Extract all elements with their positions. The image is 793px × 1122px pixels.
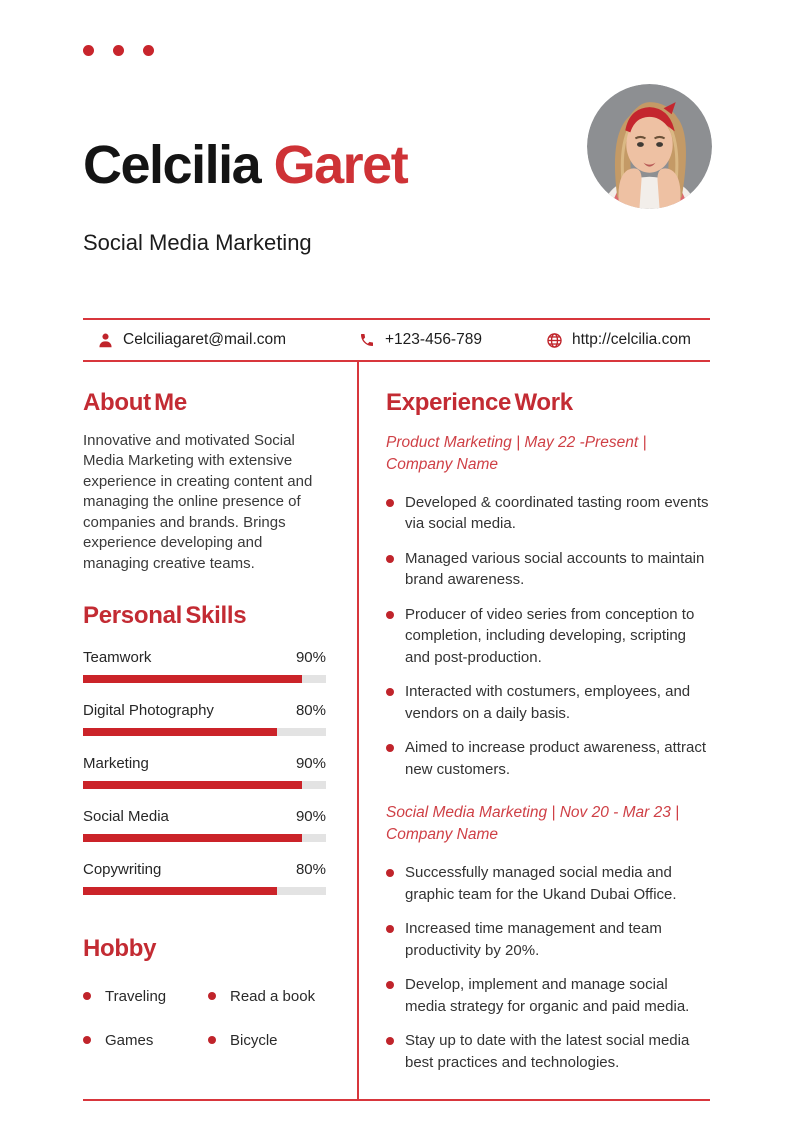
hobby-heading: Hobby bbox=[83, 934, 157, 962]
hobby-list bbox=[83, 988, 326, 1049]
job-bullet: Developed & coordinated tasting room events via social media. bbox=[386, 492, 710, 535]
skill-percent: 90% bbox=[295, 648, 326, 666]
name-first: Celcilia bbox=[83, 135, 274, 196]
skill-label: Copywriting bbox=[83, 860, 162, 878]
skill-percent: 90% bbox=[295, 754, 326, 772]
contact-phone[interactable] bbox=[358, 331, 545, 349]
job-subtitle: Social Media Marketing bbox=[83, 230, 312, 256]
job-bullet-list bbox=[386, 862, 710, 1073]
skill-bar-fill bbox=[83, 728, 277, 736]
left-column bbox=[83, 362, 326, 1099]
experience-section bbox=[386, 389, 710, 1073]
job-bullet: Stay up to date with the latest social media best practices and technologies. bbox=[386, 1030, 710, 1073]
skill-label: Digital Photography bbox=[83, 701, 214, 719]
contact-website-text: http://celcilia.com bbox=[572, 331, 691, 349]
contact-email[interactable] bbox=[96, 331, 358, 349]
skill-bar-fill bbox=[83, 887, 277, 895]
job-entry bbox=[386, 802, 710, 1073]
right-column bbox=[386, 362, 710, 1099]
contact-phone-text: +123-456-789 bbox=[385, 331, 482, 349]
skill-bar-fill bbox=[83, 834, 302, 842]
skills-heading: Personal Skills bbox=[83, 602, 247, 630]
main-columns bbox=[83, 362, 710, 1101]
experience-heading: Experience Work bbox=[386, 389, 573, 417]
dot-icon bbox=[113, 45, 124, 56]
skill-percent: 90% bbox=[295, 807, 326, 825]
job-bullet: Successfully managed social media and graphic team for the Ukand Dubai Office. bbox=[386, 862, 710, 905]
skill-bar-track bbox=[83, 675, 326, 683]
person-icon bbox=[96, 331, 114, 349]
skill-row bbox=[83, 808, 326, 842]
skill-row bbox=[83, 649, 326, 683]
skills-section bbox=[83, 602, 326, 895]
dot-icon bbox=[143, 45, 154, 56]
skill-row bbox=[83, 861, 326, 895]
job-bullet: Managed various social accounts to maintain brand awareness. bbox=[386, 548, 710, 591]
skill-row bbox=[83, 702, 326, 736]
job-bullet: Increased time management and team productivity by 20%. bbox=[386, 918, 710, 961]
about-section bbox=[83, 389, 326, 574]
dot-icon bbox=[83, 45, 94, 56]
skill-bar-track bbox=[83, 834, 326, 842]
skill-percent: 80% bbox=[295, 701, 326, 719]
globe-icon bbox=[545, 331, 563, 349]
name-last: Garet bbox=[273, 135, 408, 196]
hobby-item: Games bbox=[83, 1032, 208, 1049]
contact-bar bbox=[83, 318, 710, 362]
hobby-item: Bicycle bbox=[208, 1032, 326, 1049]
profile-photo bbox=[587, 84, 712, 209]
job-bullet: Producer of video series from conception to completion, including developing, scripting and post-production. bbox=[386, 604, 710, 669]
skill-bar-fill bbox=[83, 675, 302, 683]
column-divider bbox=[357, 362, 359, 1099]
job-entry bbox=[386, 432, 710, 781]
portrait-illustration bbox=[587, 84, 712, 209]
skill-label: Marketing bbox=[83, 754, 149, 772]
skill-bar-track bbox=[83, 887, 326, 895]
job-title: Social Media Marketing | Nov 20 - Mar 23 | Company Name bbox=[386, 804, 680, 844]
skill-bar-track bbox=[83, 728, 326, 736]
phone-icon bbox=[358, 331, 376, 349]
skill-label: Social Media bbox=[83, 807, 169, 825]
job-bullet-list bbox=[386, 492, 710, 781]
about-text: Innovative and motivated Social Media Marketing with extensive experience in creating content and managing the online presence of companies and brands. Brings experience developing and managing creative teams. bbox=[83, 431, 313, 572]
skill-label: Teamwork bbox=[83, 648, 152, 666]
job-title: Product Marketing | May 22 -Present | Company Name bbox=[386, 433, 647, 473]
hobby-section bbox=[83, 935, 326, 1050]
skill-bar-fill bbox=[83, 781, 302, 789]
skill-bar-track bbox=[83, 781, 326, 789]
decorative-dots bbox=[83, 45, 154, 56]
about-heading: About Me bbox=[83, 389, 187, 417]
contact-website[interactable] bbox=[545, 331, 691, 349]
skill-percent: 80% bbox=[295, 860, 326, 878]
job-bullet: Develop, implement and manage social media strategy for organic and paid media. bbox=[386, 974, 710, 1017]
contact-email-text: Celciliagaret@mail.com bbox=[123, 331, 287, 349]
hobby-item: Traveling bbox=[83, 988, 208, 1005]
job-bullet: Interacted with costumers, employees, and vendors on a daily basis. bbox=[386, 681, 710, 724]
hobby-item: Read a book bbox=[208, 988, 326, 1005]
job-bullet: Aimed to increase product awareness, attract new customers. bbox=[386, 737, 710, 780]
skill-row bbox=[83, 755, 326, 789]
